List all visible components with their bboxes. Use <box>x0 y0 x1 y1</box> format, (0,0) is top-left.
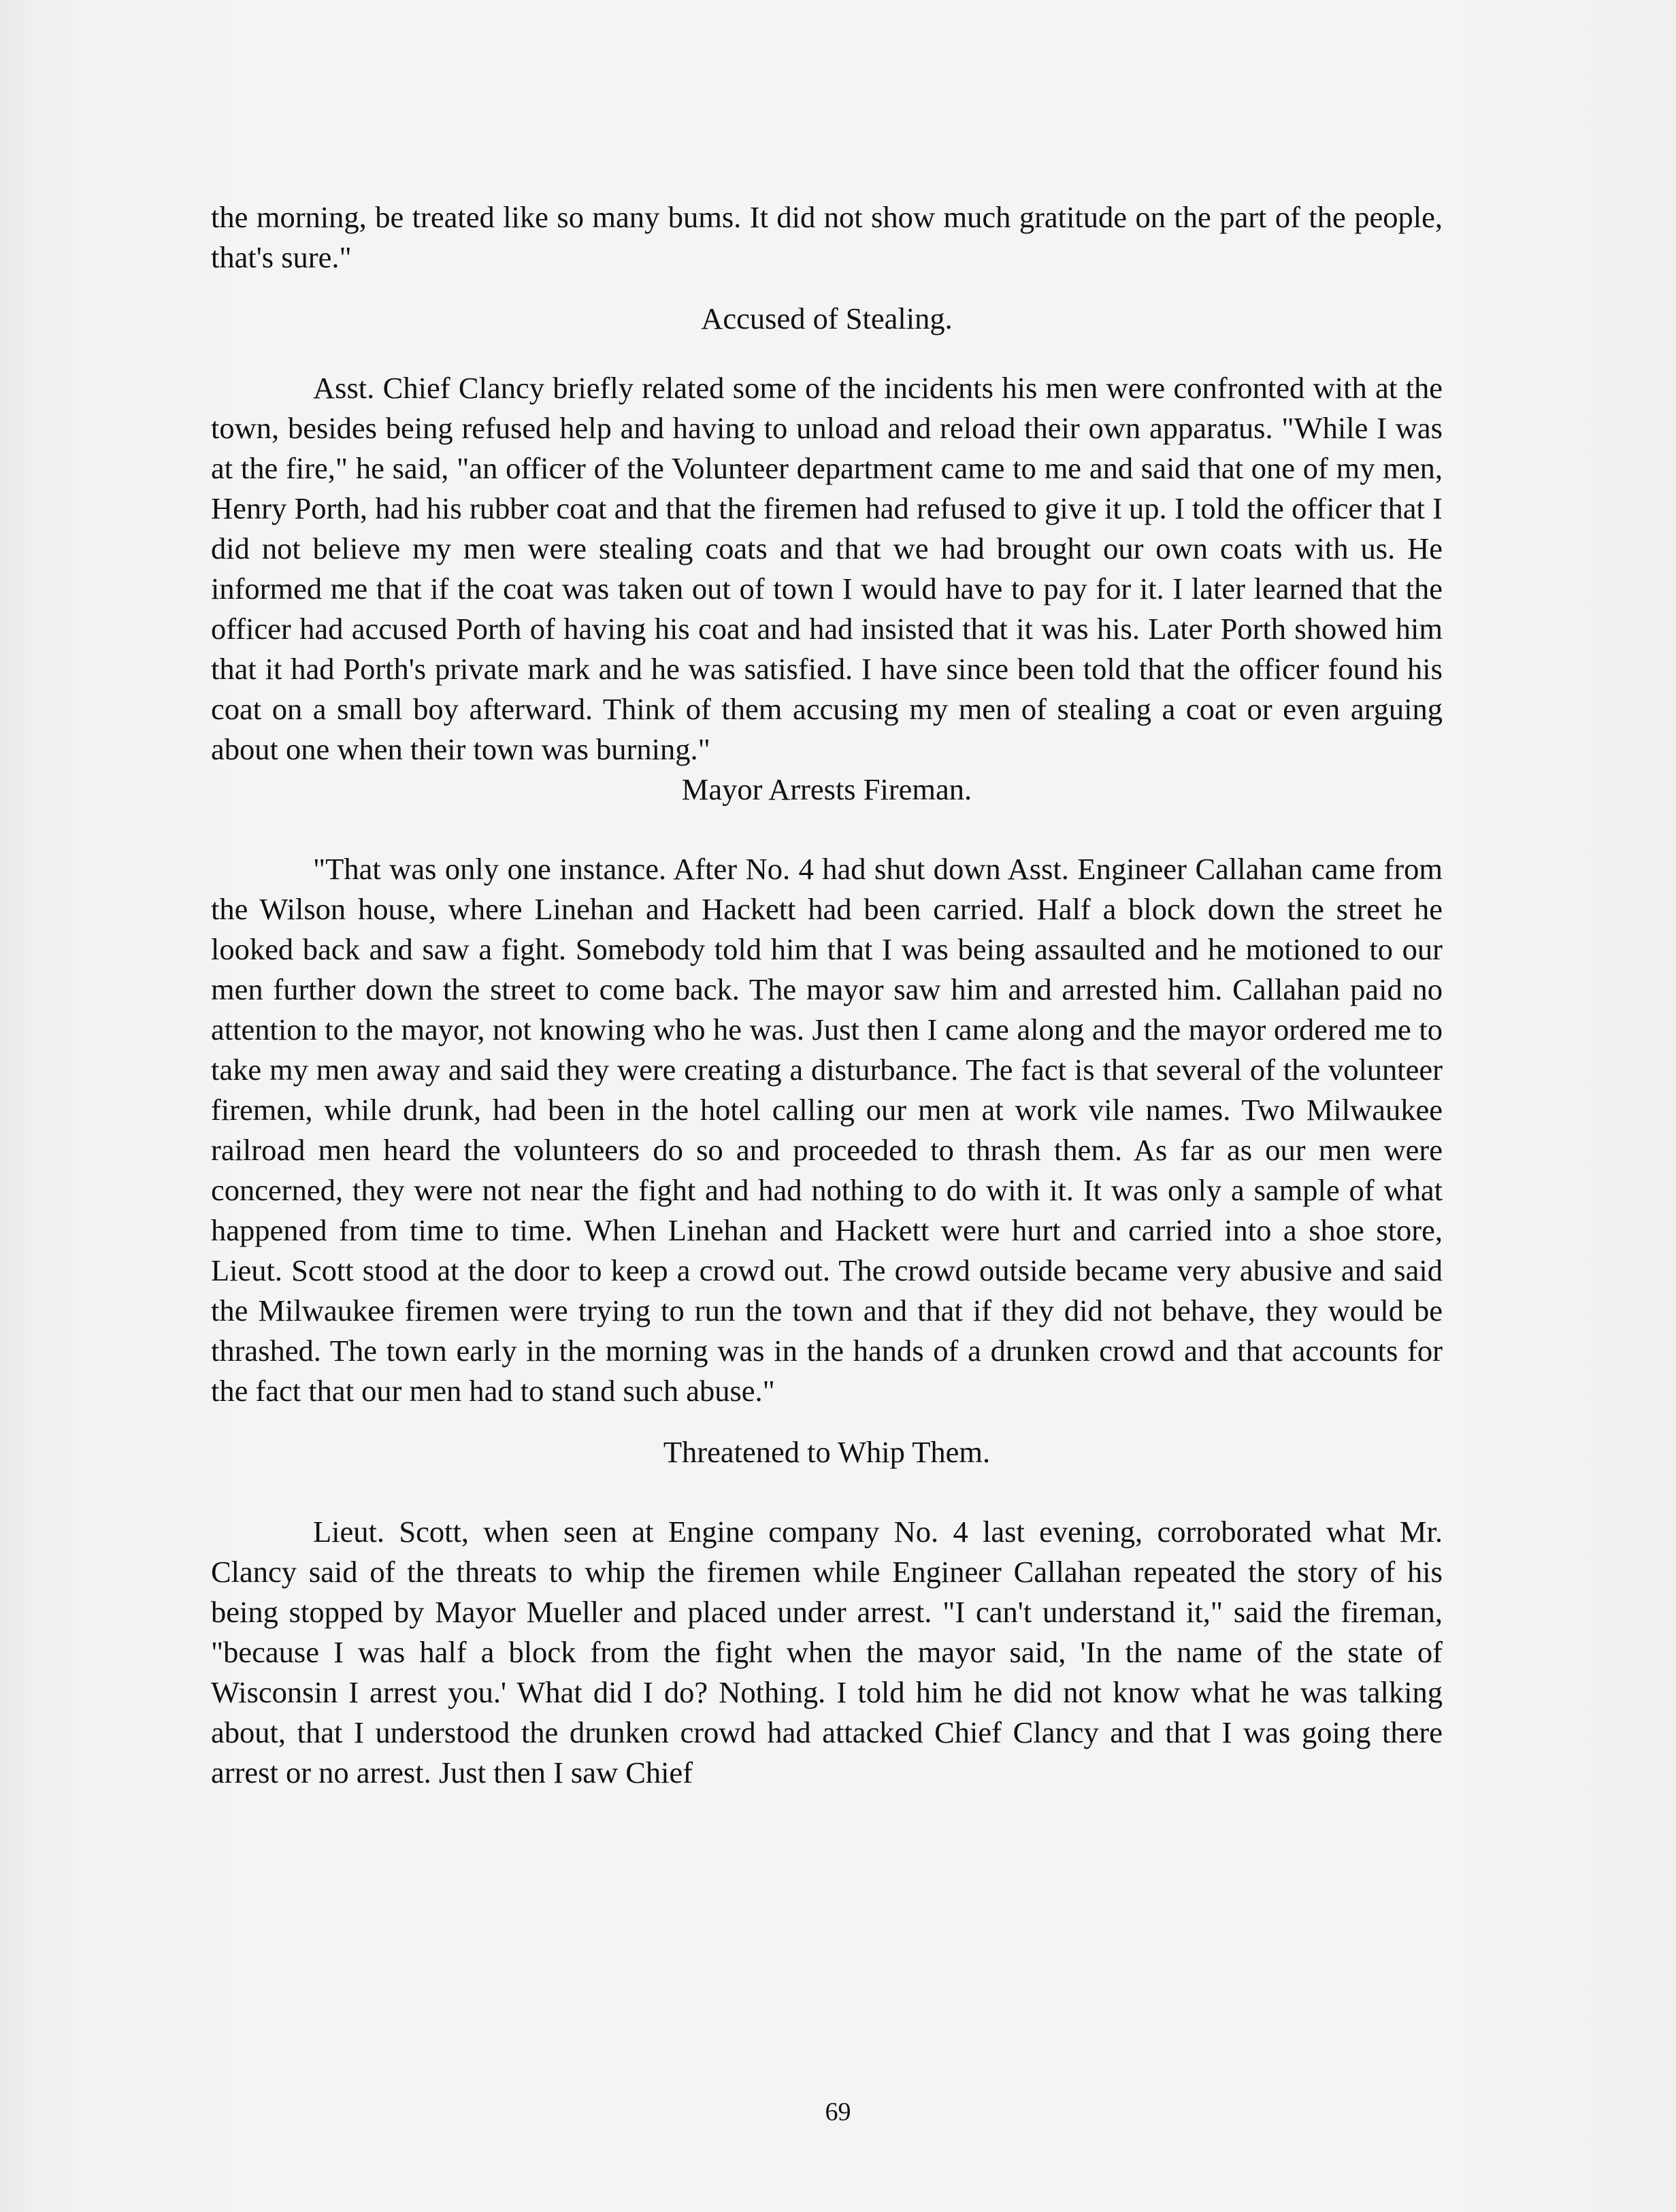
paragraph-clancy: Asst. Chief Clancy briefly related some of the incidents his men were confronted with at the town, besides being refused help and having to unload and reload their own apparatus. "While I was at the fire," he said, "an officer of the Volunteer department came to me and said that one of my men, Henry Porth, had his rubber coat and that the firemen had refused to give it up. I told the officer that I did not believe my men were stealing coats and that we had brought our own coats with us. He informed me that if the coat was taken out of town I would have to pay for it. I later learned that the officer had accused Porth of having his coat and had insisted that it was his. Later Porth showed him that it had Porth's private mark and he was satisfied. I have since been told that the officer found his coat on a small boy afterward. Think of them accusing my men of stealing a coat or even arguing about one when their town was burning." <box>211 371 1443 766</box>
paragraph-continuation: the morning, be treated like so many bums. It did not show much gratitude on the part of the people, that's sure." <box>211 200 1443 274</box>
body-text <box>211 197 1443 1793</box>
paragraph-instance: "That was only one instance. After No. 4 had shut down Asst. Engineer Callahan came from the Wilson house, where Linehan and Hackett had been carried. Half a block down the street he looked back and saw a fight. Somebody told him that I was being assaulted and he motioned to our men further down the street to come back. The mayor saw him and arrested him. Callahan paid no attention to the mayor, not knowing who he was. Just then I came along and the mayor ordered me to take my men away and said they were creating a disturbance. The fact is that several of the volunteer firemen, while drunk, had been in the hotel calling our men at work vile names. Two Milwaukee railroad men heard the volunteers do so and proceeded to thrash them. As far as our men were concerned, they were not near the fight and had nothing to do with it. It was only a sample of what happened from time to time. When Linehan and Hackett were hurt and carried into a shoe store, Lieut. Scott stood at the door to keep a crowd out. The crowd outside became very abusive and said the Milwaukee firemen were trying to run the town and that if they did not behave, they would be thrashed. The town early in the morning was in the hands of a drunken crowd and that accounts for the fact that our men had to stand such abuse." <box>211 852 1443 1408</box>
page-number: 69 <box>825 2098 851 2126</box>
paragraph-scott: Lieut. Scott, when seen at Engine company No. 4 last evening, corroborated what Mr. Clancy said of the threats to whip the firemen while Engineer Callahan repeated the story of his being stopped by Mayor Mueller and placed under arrest. "I can't understand it," said the fireman, "because I was half a block from the fight when the mayor said, 'In the name of the state of Wisconsin I arrest you.' What did I do? Nothing. I told him he did not know what he was talking about, that I understood the drunken crowd had attacked Chief Clancy and that I was going there arrest or no arrest. Just then I saw Chief <box>211 1515 1443 1789</box>
section-heading-threatened: Threatened to Whip Them. <box>663 1435 991 1469</box>
section-heading-accused: Accused of Stealing. <box>701 301 953 335</box>
section-heading-mayor: Mayor Arrests Fireman. <box>681 772 972 806</box>
